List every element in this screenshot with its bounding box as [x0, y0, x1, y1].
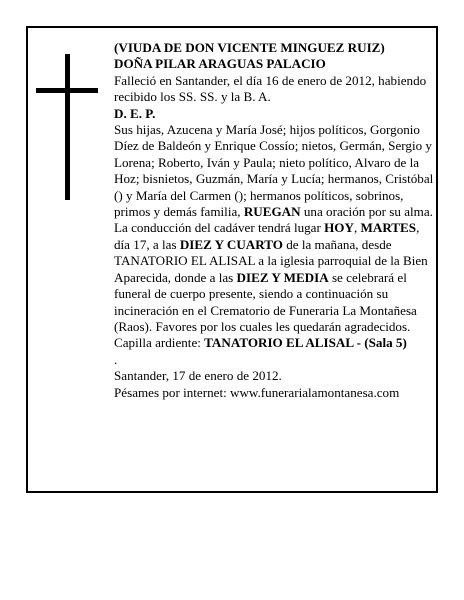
day-text: , día 17, a las [114, 220, 420, 252]
dot-line: . [114, 351, 118, 367]
widow-line: (VIUDA DE DON VICENTE MINGUEZ RUIZ) [114, 40, 385, 55]
condolences-line: Pésames por internet: www.funerarialamontanesa.com [114, 384, 400, 400]
chapel-line [114, 335, 438, 351]
mass-time-bold: DIEZ Y MEDIA [236, 269, 329, 285]
route-text: de la mañana, desde TANATORIO EL ALISAL a la iglesia parroquial de la Bien Aparecida, donde a las [114, 236, 428, 285]
martes-bold: MARTES [360, 220, 417, 236]
separator-comma: , [353, 220, 361, 236]
cross-icon [36, 54, 98, 200]
date-line: Santander, 17 de enero de 2012. [114, 368, 282, 384]
chapel-value: TANATORIO EL ALISAL - (Sala 5) [204, 335, 407, 351]
family-paragraph [114, 122, 438, 335]
cross-vertical-bar [65, 54, 70, 200]
chapel-label: Capilla ardiente: [114, 335, 205, 351]
cross-horizontal-bar [36, 88, 98, 93]
request-bold: RUEGAN [243, 204, 301, 220]
family-text: Sus hijas, Azucena y María José; hijos políticos, Gorgonio Díez de Baldeón y Enrique Cossío; nietos, Germán, Sergio y Lorena; Roberto, Iván y Paula; nieto político, Alvaro de la Hoz; bisnietos, Guzmán, María y Lucía; hermanos, Cristóbal () y María del Carmen (); hermanos políticos, sobrinos, primos y demás familia, [114, 122, 434, 220]
rip-line: D. E. P. [114, 105, 156, 121]
death-info: Falleció en Santander, el día 16 de enero de 2012, habiendo recibido los SS. SS. y la B. A. [114, 72, 427, 105]
hoy-bold: HOY [324, 220, 354, 236]
request-text: una oración por su alma. La conducción del cadáver tendrá lugar [114, 204, 433, 236]
deceased-name: DOÑA PILAR ARAGUAS PALACIO [114, 56, 326, 72]
obituary-notice [26, 26, 438, 493]
notice-body [114, 40, 438, 401]
mass-text: se celebrará el funeral de cuerpo presente, siendo a continuación su incineración en el Crematorio de Funeraria La Montañesa (Raos). Favores por los cuales les quedarán agradecidos. [114, 269, 417, 334]
time-bold: DIEZ Y CUARTO [179, 236, 283, 252]
